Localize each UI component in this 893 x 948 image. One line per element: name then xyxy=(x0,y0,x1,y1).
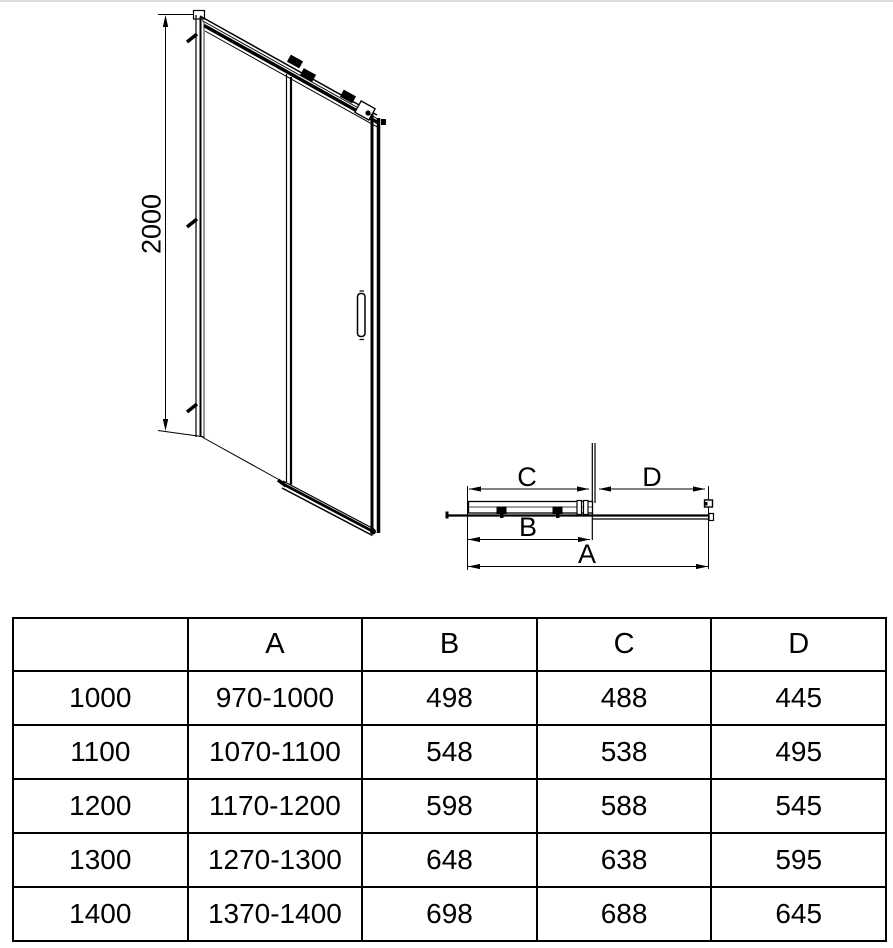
size-table xyxy=(12,617,887,942)
dim-b-label: B xyxy=(518,512,538,542)
column-header: D xyxy=(711,618,886,671)
table-cell: 445 xyxy=(711,671,886,725)
table-cell: 595 xyxy=(711,833,886,887)
dimension-d xyxy=(599,462,705,492)
wall-bracket-icon xyxy=(381,119,386,125)
table-cell: 970-1000 xyxy=(188,671,363,725)
glass-divider xyxy=(287,74,292,485)
table-row xyxy=(13,671,886,725)
column-header xyxy=(13,618,188,671)
table-cell: 638 xyxy=(537,833,712,887)
dim-d-label: D xyxy=(642,462,662,492)
column-header: C xyxy=(537,618,712,671)
arrow-left xyxy=(599,486,611,491)
table-row xyxy=(13,779,886,833)
dim-a-label: A xyxy=(577,539,597,569)
arrow-left xyxy=(468,564,480,569)
plan-view-drawing xyxy=(446,443,714,570)
column-header: A xyxy=(188,618,363,671)
stopper-icon xyxy=(584,501,589,515)
column-header: B xyxy=(362,618,537,671)
arrow-right xyxy=(693,486,705,491)
table-cell: 1070-1100 xyxy=(188,725,363,779)
bottom-rail xyxy=(202,437,376,536)
roller-icon xyxy=(553,507,563,515)
rail-foot xyxy=(370,529,376,535)
right-post xyxy=(372,114,386,533)
height-dimension-label: 2000 xyxy=(136,193,167,255)
arrow-down xyxy=(163,419,168,431)
table-row xyxy=(13,887,886,941)
table-cell: 488 xyxy=(537,671,712,725)
table-cell: 588 xyxy=(537,779,712,833)
left-wall-profile xyxy=(187,11,205,438)
arrow-left xyxy=(469,486,481,491)
roller-icon xyxy=(497,507,507,515)
rail-end-bracket xyxy=(278,480,286,486)
table-cell: 1270-1300 xyxy=(188,833,363,887)
table-cell: 495 xyxy=(711,725,886,779)
table-cell: 1400 xyxy=(13,887,188,941)
table-cell: 1370-1400 xyxy=(188,887,363,941)
table-cell: 1300 xyxy=(13,833,188,887)
table-cell: 1170-1200 xyxy=(188,779,363,833)
height-dimension xyxy=(136,15,205,438)
arrow-up xyxy=(163,15,168,27)
table-cell: 1100 xyxy=(13,725,188,779)
table-cell: 598 xyxy=(362,779,537,833)
front-view-drawing xyxy=(136,11,386,536)
arrow-right xyxy=(696,564,708,569)
dimension-a xyxy=(468,539,708,569)
arrow-right xyxy=(577,486,589,491)
table-cell: 548 xyxy=(362,725,537,779)
size-table-header xyxy=(13,618,886,671)
dimension-c xyxy=(469,462,589,492)
table-cell: 698 xyxy=(362,887,537,941)
table-row xyxy=(13,725,886,779)
table-cell: 648 xyxy=(362,833,537,887)
table-cell: 645 xyxy=(711,887,886,941)
table-cell: 498 xyxy=(362,671,537,725)
door-handle xyxy=(358,291,366,340)
table-cell: 538 xyxy=(537,725,712,779)
stopper-icon xyxy=(577,501,582,515)
table-cell: 1200 xyxy=(13,779,188,833)
table-cell: 545 xyxy=(711,779,886,833)
dim-c-label: C xyxy=(517,462,537,492)
table-cell: 1000 xyxy=(13,671,188,725)
arrow-left xyxy=(468,537,480,542)
table-row xyxy=(13,833,886,887)
table-cell: 688 xyxy=(537,887,712,941)
panel-end-cap xyxy=(709,514,714,521)
